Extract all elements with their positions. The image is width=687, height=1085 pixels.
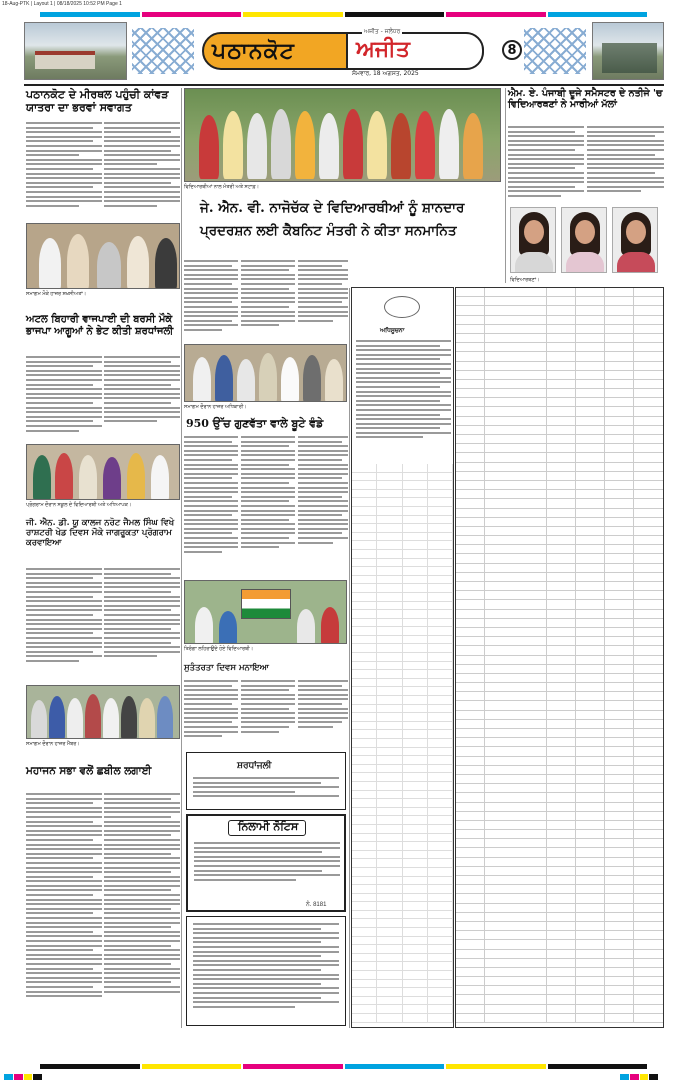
notice-table-row: [352, 533, 453, 542]
notice-table-row: [352, 911, 453, 920]
photo-vajpayee-tribute: [26, 223, 180, 289]
results-table-row: [456, 582, 663, 591]
headline-najochak: ਜੇ. ਐਨ. ਵੀ. ਨਾਜੋਚੱਕ ਦੇ ਵਿਦਿਆਰਥੀਆਂ ਨੂੰ ਸ਼ਾਨਦਾਰ ਪ੍ਰਦਰਸ਼ਨ ਲਈ ਕੈਬਨਿਟ ਮੰਤਰੀ ਨੇ ਕੀਤਾ ਸਨਮਾਨਿਤ: [200, 200, 465, 239]
notice-table-row: [352, 498, 453, 507]
column-rule-3: [505, 88, 506, 283]
notice-table-row: [352, 653, 453, 662]
notice-table-row: [352, 1014, 453, 1023]
results-table-row: [456, 720, 663, 729]
results-table-row: [456, 711, 663, 720]
story-mahajan-col2: [104, 793, 180, 1025]
masthead-photo-left: [24, 22, 127, 80]
notice-table-row: [352, 825, 453, 834]
ad-condolence-title: ਸ਼ਰਧਾਂਜਲੀ: [237, 761, 272, 771]
results-table-row: [456, 904, 663, 913]
results-table-row: [456, 922, 663, 931]
story-trees-col2: [241, 436, 295, 576]
notice-table-row: [352, 636, 453, 645]
results-table-row: [456, 867, 663, 876]
results-table-row: [456, 380, 663, 389]
results-table-row: [456, 830, 663, 839]
results-table-row: [456, 793, 663, 802]
notice-table-row: [352, 782, 453, 791]
portrait-student-2: [561, 207, 607, 273]
notice-table-row: [352, 765, 453, 774]
results-table-row: [456, 527, 663, 536]
results-table-row: [456, 775, 663, 784]
notice-table-row: [352, 739, 453, 748]
caption-photo2: ਪ੍ਰੋਗਰਾਮ ਦੌਰਾਨ ਸਕੂਲ ਦੇ ਵਿਦਿਆਰਥੀ ਅਤੇ ਅਧਿਆਪਕ।: [26, 502, 132, 508]
results-table-row: [456, 628, 663, 637]
results-table-row: [456, 986, 663, 995]
results-table-row: [456, 950, 663, 959]
story-trees-col1: [184, 436, 238, 576]
registration-bar-bottom: [40, 1064, 647, 1069]
results-table-row: [456, 288, 663, 297]
notice-table-row: [352, 627, 453, 636]
notice-table-row: [352, 696, 453, 705]
headline-trees: 950 ਉੱਚ ਗੁਣਵੱਤਾ ਵਾਲੇ ਬੂਟੇ ਵੰਡੇ: [186, 417, 324, 430]
results-table-row: [456, 656, 663, 665]
story-trees-col3: [298, 436, 348, 576]
notice-table-row: [352, 851, 453, 860]
column-rule-1: [181, 88, 182, 1028]
results-table-row: [456, 591, 663, 600]
results-table-row: [456, 481, 663, 490]
results-table-row: [456, 407, 663, 416]
notice-table-row: [352, 773, 453, 782]
results-table-row: [456, 499, 663, 508]
results-table-row: [456, 334, 663, 343]
results-table: [455, 287, 664, 1028]
ad-auction-notice: [186, 814, 346, 912]
notice-table-row: [352, 842, 453, 851]
story-independence-col3: [298, 680, 348, 748]
notice-table-row: [352, 550, 453, 559]
notice-table-row: [352, 756, 453, 765]
results-table-row: [456, 995, 663, 1004]
results-table-row: [456, 959, 663, 968]
results-table-row: [456, 472, 663, 481]
results-table-row: [456, 398, 663, 407]
results-table-row: [456, 564, 663, 573]
results-table-row: [456, 573, 663, 582]
story-kanwar-col2: [104, 122, 180, 220]
notice-table-row: [352, 576, 453, 585]
results-table-row: [456, 858, 663, 867]
ad-public-notice: [186, 916, 346, 1026]
registration-bar-top: [40, 12, 647, 17]
notice-table-row: [352, 885, 453, 894]
headline-kanwar: ਪਠਾਨਕੋਟ ਦੇ ਮੀਰਥਲ ਪਹੁੰਚੀ ਕਾਂਵੜ ਯਾਤਰਾ ਦਾ ਭਰਵਾਂ ਸਵਾਗਤ: [26, 88, 169, 114]
notice-table-row: [352, 713, 453, 722]
notice-table-row: [352, 997, 453, 1006]
notice-table-row: [352, 610, 453, 619]
headline-ma-results: ਐਮ. ਏ. ਪੰਜਾਬੀ ਦੂਜੇ ਸਮੈਸਟਰ ਦੇ ਨਤੀਜੇ 'ਚ ਵਿਦਿਆਰਥਣਾਂ ਨੇ ਮਾਰੀਆਂ ਮੱਲਾਂ: [508, 88, 663, 110]
results-table-row: [456, 729, 663, 738]
results-table-row: [456, 646, 663, 655]
caption-meeting: ਸਮਾਗਮ ਦੌਰਾਨ ਹਾਜ਼ਰ ਅਧਿਕਾਰੀ।: [184, 404, 247, 410]
results-table-row: [456, 343, 663, 352]
notice-table-row: [352, 799, 453, 808]
story-gndu-col1: [26, 568, 102, 682]
notice-table-row: [352, 877, 453, 886]
notice-table-row: [352, 834, 453, 843]
masthead-locality: ਪਠਾਨਕੋਟ: [212, 38, 295, 64]
notice-table-row: [352, 619, 453, 628]
results-table-row: [456, 518, 663, 527]
story-najochak-col2: [241, 260, 295, 342]
ad-condolence: [186, 752, 346, 810]
results-table-row: [456, 674, 663, 683]
notice-grid: [352, 464, 453, 1023]
notice-table-row: [352, 971, 453, 980]
notice-table-row: [352, 567, 453, 576]
notice-table-row: [352, 928, 453, 937]
page-number: 8: [502, 40, 522, 60]
results-table-row: [456, 545, 663, 554]
results-table-row: [456, 784, 663, 793]
masthead-date: ਸੋਮਵਾਰ, 18 ਅਗਸਤ, 2025: [352, 70, 419, 77]
results-table-row: [456, 463, 663, 472]
notice-table-row: [352, 937, 453, 946]
caption-portraits: ਵਿਦਿਆਰਥਣਾਂ।: [510, 277, 540, 283]
notice-table-row: [352, 962, 453, 971]
notice-table-row: [352, 473, 453, 482]
story-independence-col1: [184, 680, 238, 748]
results-table-row: [456, 352, 663, 361]
caption-photo1: ਸਮਾਗਮ ਮੌਕੇ ਹਾਜ਼ਰ ਸ਼ਖ਼ਸੀਅਤਾਂ।: [26, 291, 87, 297]
notice-table-row: [352, 524, 453, 533]
notice-table-row: [352, 919, 453, 928]
headline-gndu: ਜੀ. ਐਨ. ਡੀ. ਯੂ ਕਾਲਜ ਨਰੋਟ ਜੈਮਲ ਸਿੰਘ ਵਿਖੇ ਰਾਸ਼ਟਰੀ ਖੇਡ ਦਿਵਸ ਮੌਕੇ ਜਾਗਰੂਕਤਾ ਪ੍ਰੋਗਰਾਮ ਕਰਵਾਇਆ: [26, 518, 175, 548]
results-table-row: [456, 839, 663, 848]
notice-table-row: [352, 1005, 453, 1014]
notice-table-row: [352, 730, 453, 739]
results-table-row: [456, 757, 663, 766]
results-table-row: [456, 306, 663, 315]
results-table-row: [456, 362, 663, 371]
results-table-row: [456, 812, 663, 821]
color-bar-bottom-left: [4, 1074, 42, 1080]
results-table-row: [456, 977, 663, 986]
notice-table-row: [352, 980, 453, 989]
notice-table-row: [352, 481, 453, 490]
masthead-photo-right: [592, 22, 664, 80]
results-table-row: [456, 610, 663, 619]
notice-table-row: [352, 748, 453, 757]
results-table-row: [456, 1014, 663, 1023]
portrait-student-3: [612, 207, 658, 273]
results-table-row: [456, 637, 663, 646]
notice-table-row: [352, 464, 453, 473]
masthead-edition: ਅਜੀਤ - ਜਲੰਧਰ: [364, 28, 401, 35]
caption-photo3: ਸਮਾਗਮ ਦੌਰਾਨ ਹਾਜ਼ਰ ਮੈਂਬਰ।: [26, 741, 80, 747]
story-najochak-col3: [298, 260, 348, 342]
results-table-row: [456, 683, 663, 692]
photo-najochak-students: [184, 88, 501, 182]
results-table-row: [456, 297, 663, 306]
story-vajpayee-col1: [26, 356, 102, 442]
results-table-row: [456, 619, 663, 628]
notice-table-row: [352, 584, 453, 593]
results-table-row: [456, 803, 663, 812]
results-table-row: [456, 665, 663, 674]
results-table-row: [456, 371, 663, 380]
results-table-row: [456, 931, 663, 940]
notice-table-row: [352, 602, 453, 611]
results-table-row: [456, 913, 663, 922]
caption-top-photo: ਵਿਦਿਆਰਥੀਆਂ ਨਾਲ ਮੰਤਰੀ ਅਤੇ ਸਟਾਫ਼।: [184, 184, 260, 190]
notice-table-row: [352, 894, 453, 903]
photo-school-program: [26, 444, 180, 500]
masthead-paper-name: ਅਜੀਤ: [356, 36, 410, 62]
notice-table-row: [352, 662, 453, 671]
results-table-row: [456, 747, 663, 756]
masthead-title-block: [202, 24, 484, 80]
notice-table-row: [352, 954, 453, 963]
color-bar-bottom-right: [620, 1074, 658, 1080]
results-table-row: [456, 435, 663, 444]
results-table-row: [456, 600, 663, 609]
results-table-row: [456, 536, 663, 545]
story-vajpayee-col2: [104, 356, 180, 442]
ad-government-notice: [351, 287, 454, 1028]
results-table-row: [456, 968, 663, 977]
results-table-row: [456, 509, 663, 518]
notice-table-row: [352, 559, 453, 568]
results-table-row: [456, 940, 663, 949]
notice-table-row: [352, 902, 453, 911]
story-mahajan-col1: [26, 793, 102, 1025]
notice-table-row: [352, 705, 453, 714]
story-ma-col2: [587, 126, 664, 206]
masthead-pattern-right: [524, 28, 586, 74]
masthead-rule: [24, 84, 664, 86]
results-table-row: [456, 325, 663, 334]
ad-notice-title: ਅਧਿਸੂਚਨਾ: [380, 327, 405, 334]
notice-table-row: [352, 687, 453, 696]
story-gndu-col2: [104, 568, 180, 682]
results-table-row: [456, 1005, 663, 1014]
notice-table-row: [352, 516, 453, 525]
notice-table-row: [352, 644, 453, 653]
headline-vajpayee: ਅਟਲ ਬਿਹਾਰੀ ਵਾਜਪਾਈ ਦੀ ਬਰਸੀ ਮੌਕੇ ਭਾਜਪਾ ਆਗੂਆਂ ਨੇ ਭੇਟ ਕੀਤੀ ਸ਼ਰਧਾਂਜਲੀ: [26, 314, 174, 337]
results-table-row: [456, 821, 663, 830]
headline-independence: ਸੁਤੰਤਰਤਾ ਦਿਵਸ ਮਨਾਇਆ: [184, 663, 269, 673]
story-independence-col2: [241, 680, 295, 748]
notice-table-row: [352, 679, 453, 688]
notice-table-row: [352, 541, 453, 550]
results-table-row: [456, 876, 663, 885]
notice-table-row: [352, 859, 453, 868]
notice-table-row: [352, 670, 453, 679]
photo-mahajan-sabha: [26, 685, 180, 739]
ad-auction-title: ਨਿਲਾਮੀ ਨੋਟਿਸ: [238, 820, 299, 833]
results-table-row: [456, 417, 663, 426]
results-table-row: [456, 490, 663, 499]
column-rule-2: [349, 288, 350, 1028]
results-table-row: [456, 316, 663, 325]
page-slug: 18-Aug-PTK | Layout 1 | 08/18/2025 10:52 PM Page 1: [2, 1, 122, 7]
ad-auction-ref: ਨੰ. 8181: [306, 902, 327, 908]
notice-table-row: [352, 490, 453, 499]
notice-table-row: [352, 593, 453, 602]
results-table-row: [456, 389, 663, 398]
caption-flag: ਤਿਰੰਗਾ ਲਹਿਰਾਉਂਦੇ ਹੋਏ ਵਿਦਿਆਰਥੀ।: [184, 646, 254, 652]
photo-independence-day: [184, 580, 347, 644]
masthead-pattern-left: [132, 28, 194, 74]
results-grid: [456, 288, 663, 1023]
notice-table-row: [352, 507, 453, 516]
notice-table-row: [352, 722, 453, 731]
results-table-row: [456, 692, 663, 701]
results-table-row: [456, 738, 663, 747]
headline-mahajan: ਮਹਾਜਨ ਸਭਾ ਵਲੋਂ ਛਬੀਲ ਲਗਾਈ: [26, 765, 152, 777]
notice-table-row: [352, 945, 453, 954]
results-table-row: [456, 848, 663, 857]
results-table-row: [456, 701, 663, 710]
notice-table-row: [352, 808, 453, 817]
notice-table-row: [352, 816, 453, 825]
results-table-row: [456, 885, 663, 894]
story-najochak-col1: [184, 260, 238, 342]
results-table-row: [456, 766, 663, 775]
results-table-row: [456, 444, 663, 453]
story-ma-col1: [508, 126, 584, 206]
photo-meeting: [184, 344, 347, 402]
notice-table-row: [352, 988, 453, 997]
results-table-row: [456, 426, 663, 435]
story-kanwar-col1: [26, 122, 102, 220]
notice-table-row: [352, 868, 453, 877]
results-table-row: [456, 894, 663, 903]
results-table-row: [456, 453, 663, 462]
masthead: [24, 22, 664, 82]
results-table-row: [456, 554, 663, 563]
notice-table-row: [352, 791, 453, 800]
portrait-student-1: [510, 207, 556, 273]
